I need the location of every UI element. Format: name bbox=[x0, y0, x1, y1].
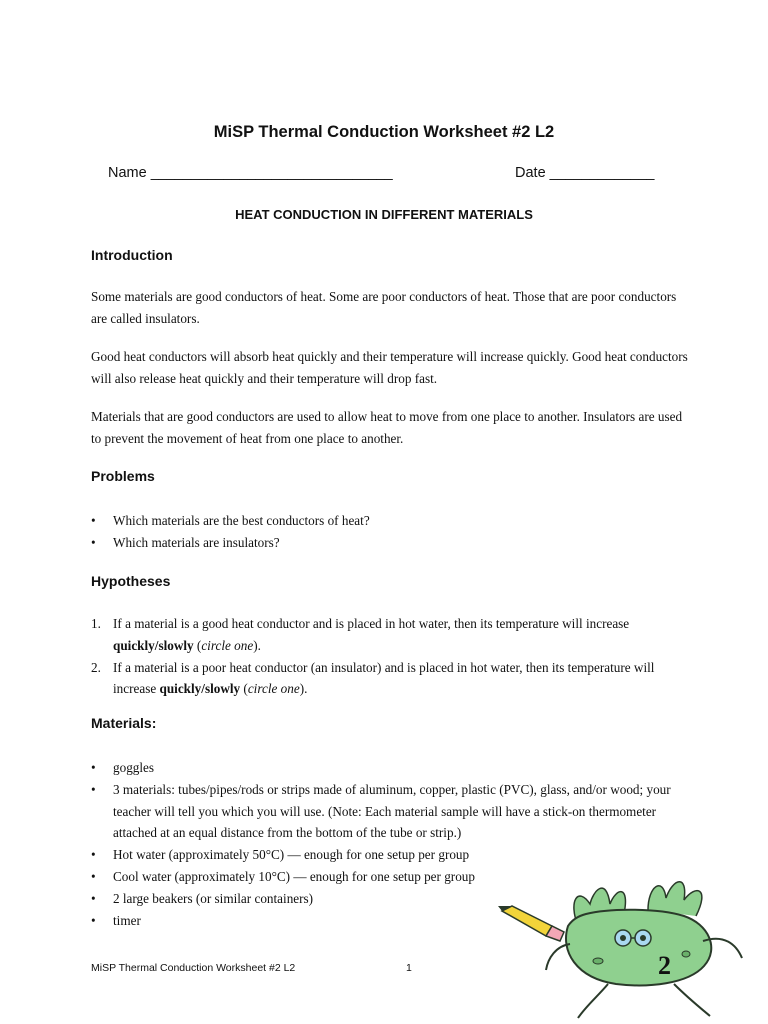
section-title: HEAT CONDUCTION IN DIFFERENT MATERIALS bbox=[235, 207, 533, 222]
list-item bbox=[91, 613, 691, 656]
list-item: • Hot water (approximately 50°C) — enough for one setup per group bbox=[91, 844, 691, 866]
introduction-heading: Introduction bbox=[91, 247, 173, 263]
list-item bbox=[91, 657, 691, 700]
hypotheses-heading: Hypotheses bbox=[91, 573, 171, 589]
list-item: • Which materials are the best conductors of heat? bbox=[91, 510, 691, 532]
paren: ( bbox=[240, 681, 248, 696]
page-number: 1 bbox=[406, 962, 412, 974]
instruction-note: circle one bbox=[201, 637, 254, 653]
list-item: • goggles bbox=[91, 757, 691, 779]
worksheet-title: MiSP Thermal Conduction Worksheet #2 L2 bbox=[213, 123, 555, 141]
item-number: 1. bbox=[91, 616, 101, 631]
paren: ( bbox=[193, 637, 202, 653]
list-item: • 3 materials: tubes/pipes/rods or strips made of aluminum, copper, plastic (PVC), glass, and/or wood; your teacher will tell you which you will use. (Note: Each material sample will have a stick-on thermometer attached at an equal distance from the bottom of the tube or strip.) bbox=[91, 779, 691, 844]
pencil-icon bbox=[498, 906, 564, 941]
illustration-number: 2 bbox=[658, 951, 671, 980]
name-field: Name ______________________________ bbox=[108, 165, 393, 181]
list-item: • timer bbox=[91, 910, 691, 932]
intro-paragraph: Materials that are good conductors are used to allow heat to move from one place to another. Insulators are used to prevent the movement of heat from one place to another. bbox=[91, 409, 683, 446]
list-item: • 2 large beakers (or similar containers) bbox=[91, 888, 691, 910]
paren: ). bbox=[299, 681, 308, 696]
answer-choice: quickly/slowly bbox=[159, 681, 241, 696]
intro-paragraph: Some materials are good conductors of heat. Some are poor conductors of heat. Those that are poor conductors are called insulators. bbox=[91, 289, 677, 326]
hypothesis-text: If a material is a good heat conductor and is placed in hot water, then its temperature will increase bbox=[113, 616, 630, 631]
answer-choice: quickly/slowly bbox=[113, 637, 194, 653]
date-field: Date _____________ bbox=[515, 165, 655, 181]
problems-list bbox=[91, 510, 691, 554]
instruction-note: circle one bbox=[247, 681, 300, 696]
list-item: • Cool water (approximately 10°C) — enough for one setup per group bbox=[91, 866, 691, 888]
intro-paragraph: Good heat conductors will absorb heat quickly and their temperature will increase quickly. Good heat conductors will also release heat quickly and their temperature will drop fast. bbox=[91, 349, 688, 386]
footer-title: MiSP Thermal Conduction Worksheet #2 L2 bbox=[91, 962, 296, 974]
paren: ). bbox=[253, 637, 261, 653]
frog-mascot-illustration bbox=[498, 866, 768, 1024]
item-number: 2. bbox=[91, 659, 101, 675]
hypothesis-text: If a material is a poor heat conductor (an insulator) and is placed in hot water, then its temperature will increase bbox=[113, 659, 655, 696]
hypotheses-list bbox=[91, 613, 691, 700]
problems-heading: Problems bbox=[91, 468, 155, 484]
list-item: • Which materials are insulators? bbox=[91, 532, 691, 554]
materials-heading: Materials: bbox=[91, 715, 157, 731]
